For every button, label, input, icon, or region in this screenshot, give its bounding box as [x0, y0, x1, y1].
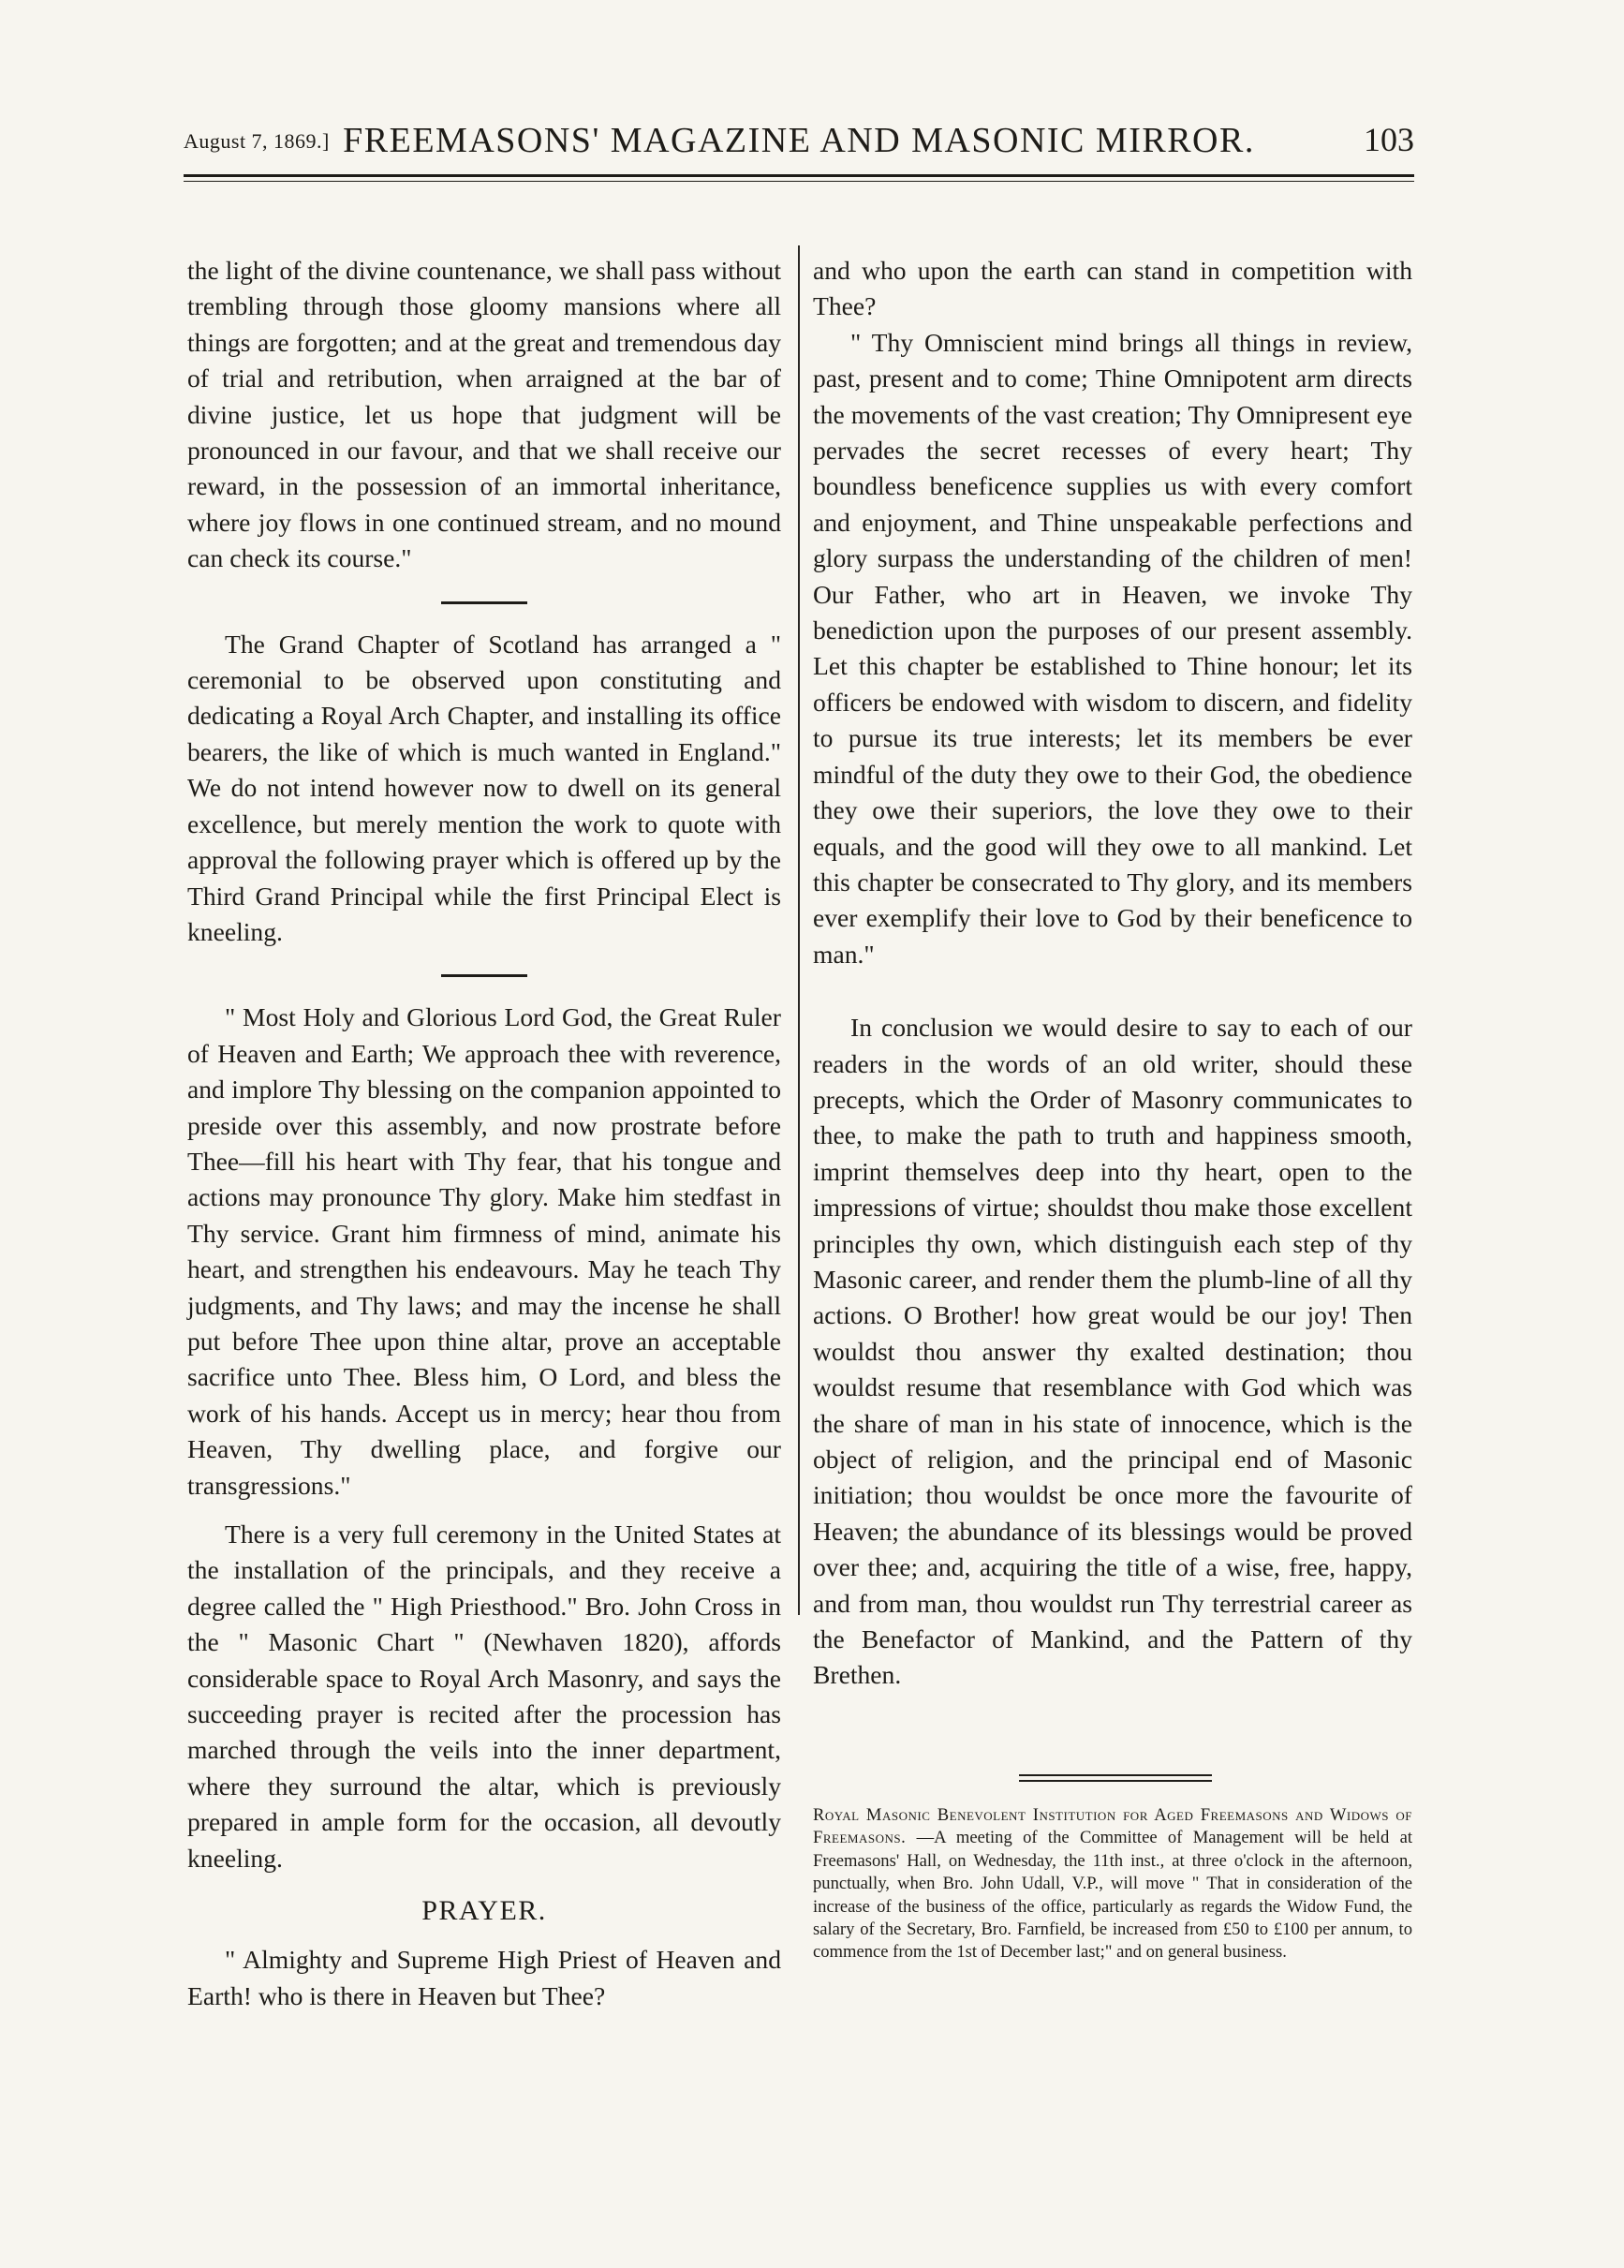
section-separator	[441, 601, 527, 604]
paragraph: The Grand Chapter of Scotland has arranged a " ceremonial to be observed upon constituting and dedicating a Royal Arch Chapter, and installing its office bearers, the like of which is much wanted in England." We do not intend however now to dwell on its general excellence, but merely mention the work to quote with approval the following prayer which is offered up by the Third Grand Principal while the first Principal Elect is kneeling.	[187, 629, 781, 946]
notice-body: —A meeting of the Committee of Management will be held at Freemasons' Hall, on Wednesday, the 11th inst., at three o'clock in the afternoon, punctually, when Bro. John Udall, V.P., will move " That in consideration of the increase of the business of the office, particularly as regards the Widow Fund, the salary of the Secretary, Bro. Farnfield, be increased from £50 to £100 per annum, to commence from the 1st of December last;" and on general business.	[813, 1828, 1412, 1963]
notice-title: Royal Masonic Benevolent Institution for Aged Freemasons and Widows of Freemasons.	[813, 1805, 1412, 1848]
quoted-prayer: " Almighty and Supreme High Priest of Heaven and Earth! who is there in Heaven but Thee?	[187, 1945, 781, 2010]
meeting-notice	[813, 1804, 1412, 1964]
right-column	[813, 253, 1412, 1694]
quoted-prayer: " Thy Omniscient mind brings all things in review, past, present and to come; Thine Omnipotent arm directs the movements of the vast creation; Thy Omnipresent eye pervades the secret recesses of every heart; Thy boundless beneficence supplies us with every comfort and enjoyment, and Thine unspeakable perfections and glory surpass the understanding of the children of men! Our Father, who art in Heaven, we invoke Thy benediction upon the purposes of our present assembly. Let this chapter be established to Thine honour; let its officers be endowed with wisdom to discern, and fidelity to pursue its true interests; let its members be ever mindful of the duty they owe to their God, the obedience they owe their superiors, the love they owe to their equals, and the good will they owe to all mankind. Let this chapter be consecrated to Thy glory, and its members ever exemplify their love to God by their beneficence to man."	[813, 327, 1412, 969]
header-rule-thin	[184, 181, 1414, 182]
section-heading: PRAYER.	[421, 1895, 547, 1927]
publication-title: FREEMASONS' MAGAZINE AND MASONIC MIRROR.	[343, 121, 1255, 160]
paragraph: and who upon the earth can stand in competition with Thee?	[813, 256, 1412, 321]
paragraph: In conclusion we would desire to say to each of our readers in the words of an old writer, should these precepts, which the Order of Masonry communicates to thee, to make the path to truth and happiness smooth, imprint themselves deep into thy heart, open to the impressions of virtue; shouldst thou make those excellent principles thy own, which distinguish each step of thy Masonic career, and render them the plumb-line of all thy actions. O Brother! how great would be our joy! Then wouldst thou answer thy exalted destination; thou wouldst resume that resemblance with God which was the share of man in his state of innocence, which is the object of religion, and the principal end of Masonic initiation; thou wouldst be once more the favourite of Heaven; the abundance of its blessings would be proved over thee; and, acquiring the title of a wise, free, happy, and from man, thou wouldst run Thy terrestrial career as the Benefactor of Mankind, and the Pattern of thy Brethen.	[813, 1013, 1412, 1690]
left-column	[187, 253, 781, 2014]
masthead	[184, 120, 1414, 161]
notice-rule	[1019, 1780, 1212, 1782]
page-number: 103	[1364, 121, 1414, 158]
notice-rule	[1019, 1774, 1212, 1776]
column-divider	[798, 245, 800, 1615]
header-rule-thick	[184, 174, 1414, 177]
issue-date: August 7, 1869.]	[184, 129, 330, 153]
paragraph: the light of the divine countenance, we shall pass without trembling through those gloomy mansions where all things are forgotten; and at the great and tremendous day of trial and retribution, when arraigned at the bar of divine justice, let us hope that judgment will be pronounced in our favour, and that we shall receive our reward, in the possession of an immortal inheritance, where joy flows in one continued stream, and no mound can check its course."	[187, 256, 781, 573]
paragraph: There is a very full ceremony in the United States at the installation of the principals, and they receive a degree called the " High Priesthood." Bro. John Cross in the " Masonic Chart " (Newhaven 1820), affords considerable space to Royal Arch Masonry, and says the succeeding prayer is recited after the procession has marched through the veils into the inner department, where they surround the altar, which is previously prepared in ample form for the occasion, all devoutly kneeling.	[187, 1519, 781, 1873]
quoted-prayer: " Most Holy and Glorious Lord God, the Great Ruler of Heaven and Earth; We approach thee with reverence, and implore Thy blessing on the companion appointed to preside over this assembly, and now prostrate before Thee—fill his heart with Thy fear, that his tongue and actions may pronounce Thy glory. Make him stedfast in Thy service. Grant him firmness of mind, animate his heart, and strengthen his endeavours. May he teach Thy judgments, and Thy laws; and may the incense he shall put before Thee upon thine altar, prove an acceptable sacrifice unto Thee. Bless him, O Lord, and bless the work of his hands. Accept us in mercy; hear thou from Heaven, Thy dwelling place, and forgive our transgressions."	[187, 1002, 781, 1500]
section-separator	[441, 974, 527, 977]
